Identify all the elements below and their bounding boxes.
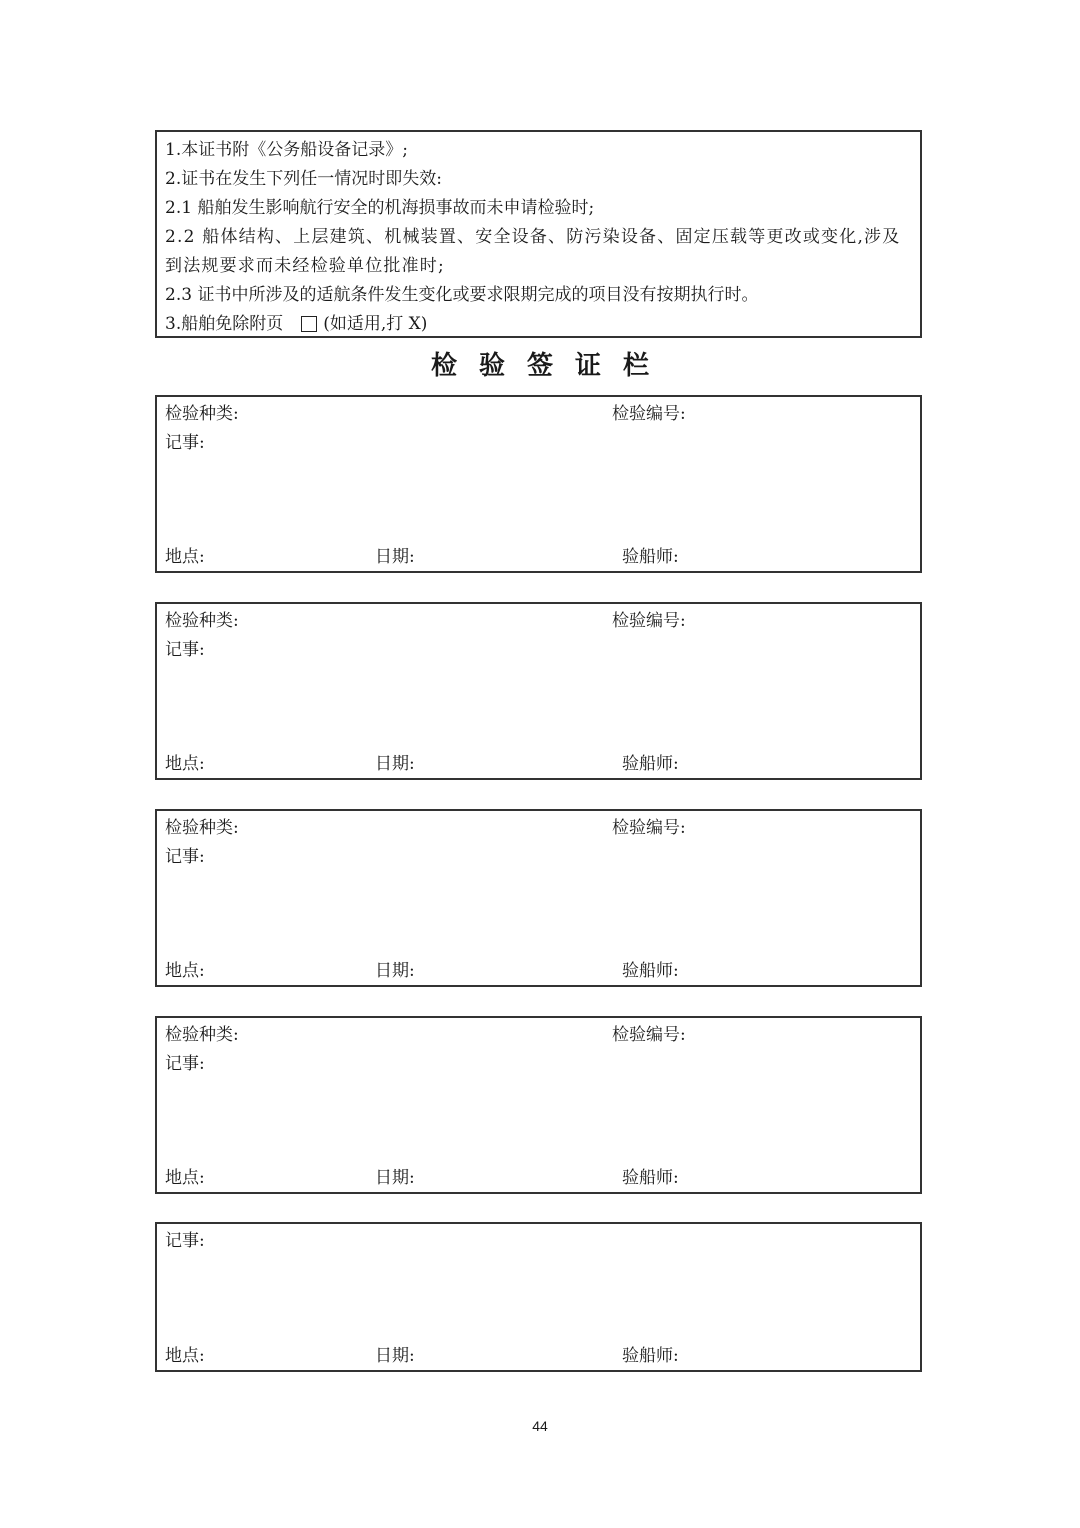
remarks-label: 记事: <box>165 640 205 660</box>
survey-type-label: 检验种类: <box>165 611 239 631</box>
survey-number-label: 检验编号: <box>612 818 686 838</box>
survey-type-label: 检验种类: <box>165 404 239 424</box>
place-label: 地点: <box>165 754 205 774</box>
surveyor-label: 验船师: <box>622 1168 679 1188</box>
place-label: 地点: <box>165 1346 205 1366</box>
place-label: 地点: <box>165 1168 205 1188</box>
date-label: 日期: <box>375 754 415 774</box>
remarks-label: 记事: <box>165 1231 205 1251</box>
note-line-2-1: 2.1 船舶发生影响航行安全的机海损事故而未申请检验时; <box>165 198 595 218</box>
place-label: 地点: <box>165 961 205 981</box>
date-label: 日期: <box>375 547 415 567</box>
date-label: 日期: <box>375 961 415 981</box>
survey-entry-5 <box>155 1222 922 1372</box>
note-line-3 <box>165 310 912 339</box>
remarks-label: 记事: <box>165 433 205 453</box>
survey-entry-3 <box>155 809 922 987</box>
note-line-1: 1.本证书附《公务船设备记录》; <box>165 140 408 160</box>
exemption-hint: (如适用,打 X) <box>323 314 428 334</box>
date-label: 日期: <box>375 1168 415 1188</box>
remarks-label: 记事: <box>165 847 205 867</box>
survey-entry-1 <box>155 395 922 573</box>
date-label: 日期: <box>375 1346 415 1366</box>
surveyor-label: 验船师: <box>622 1346 679 1366</box>
place-label: 地点: <box>165 547 205 567</box>
surveyor-label: 验船师: <box>622 547 679 567</box>
survey-type-label: 检验种类: <box>165 818 239 838</box>
surveyor-label: 验船师: <box>622 754 679 774</box>
note-line-2: 2.证书在发生下列任一情况时即失效: <box>165 169 442 189</box>
survey-number-label: 检验编号: <box>612 404 686 424</box>
remarks-label: 记事: <box>165 1054 205 1074</box>
survey-entry-2 <box>155 602 922 780</box>
survey-type-label: 检验种类: <box>165 1025 239 1045</box>
surveyor-label: 验船师: <box>622 961 679 981</box>
note-line-2-2: 2.2 船体结构、上层建筑、机械装置、安全设备、防污染设备、固定压载等更改或变化,涉及到法规要求而未经检验单位批准时; <box>165 227 901 276</box>
survey-entry-4 <box>155 1016 922 1194</box>
note-line-2-3: 2.3 证书中所涉及的适航条件发生变化或要求限期完成的项目没有按期执行时。 <box>165 285 759 305</box>
survey-number-label: 检验编号: <box>612 611 686 631</box>
certificate-notes-box <box>155 130 922 338</box>
survey-number-label: 检验编号: <box>612 1025 686 1045</box>
section-title: 检验签证栏 <box>430 351 671 381</box>
exemption-label: 3.船舶免除附页 <box>165 314 284 334</box>
page-number: 44 <box>532 1418 548 1434</box>
exemption-checkbox[interactable] <box>301 316 317 332</box>
